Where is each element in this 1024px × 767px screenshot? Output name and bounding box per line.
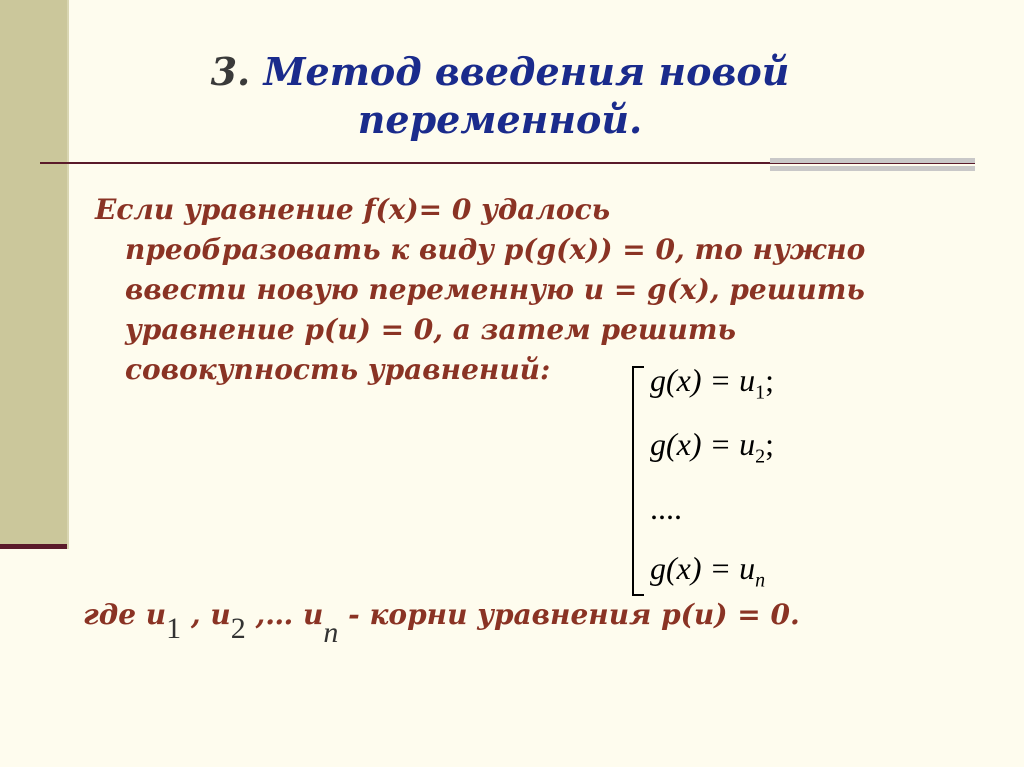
equation-ellipsis: ....: [650, 490, 682, 526]
title-line-2: переменной.: [357, 97, 643, 142]
slide-title: [120, 48, 880, 144]
paragraph-line-5: совокупность уравнений:: [125, 353, 551, 386]
paragraph-line-1: Если уравнение f(x)= 0 удалось: [95, 193, 611, 226]
title-number: 3.: [210, 49, 251, 94]
roots-note: где u1 , u2 ,… un - корни уравнения p(u) = 0.: [83, 598, 800, 649]
equation-system: [632, 358, 852, 592]
title-divider-accent: [770, 158, 975, 176]
system-bracket: [632, 366, 644, 596]
side-bar-rule: [0, 544, 67, 549]
paragraph-line-2: преобразовать к виду p(g(x)) = 0, то нужно: [125, 233, 866, 266]
paragraph-line-3: ввести новую переменную u = g(x), решить: [125, 273, 865, 306]
paragraph-line-4: уравнение p(u) = 0, а затем решить: [125, 313, 736, 346]
equation-1: $g(x) = u_1$;: [650, 362, 774, 404]
side-bar-decoration: [0, 0, 69, 549]
title-line-1: Метод введения новой: [263, 49, 790, 94]
body-paragraph: [95, 190, 995, 390]
equation-n: $g(x) = u_n$: [650, 550, 766, 592]
equation-2: $g(x) = u_2$;: [650, 426, 774, 468]
